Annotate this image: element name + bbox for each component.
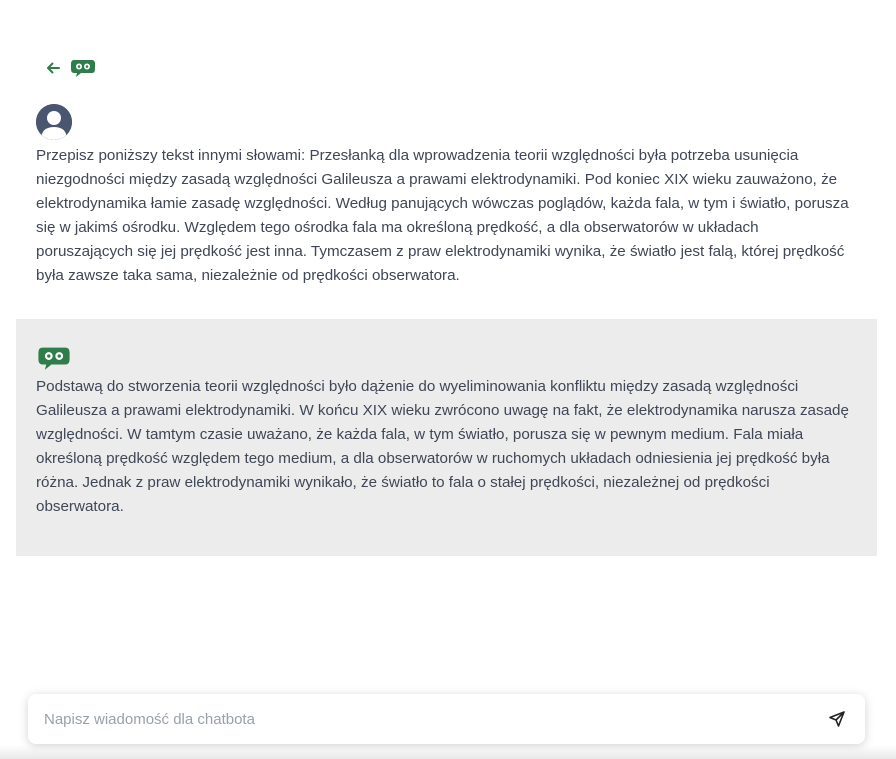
- send-icon: [828, 710, 846, 728]
- user-message-text: Przepisz poniższy tekst innymi słowami: Przesłanką dla wprowadzenia teorii względności była potrzeba usunięcia niezgodności między zasadą względności Galileusza a prawami elektrodynamiki. Pod koniec XIX wieku zauważono, że elektrodynamika łamie zasadę względności. Według panujących wówczas poglądów, każda fala, w tym i światło, porusza się w jakimś ośrodku. Względem tego ośrodka fala ma określoną prędkość, a dla obserwatorów w układach poruszających się jej prędkość jest inna. Tymczasem z praw elektrodynamiki wynika, że światło jest falą, której prędkość była zawsze taka sama, niezależnie od prędkości obserwatora.: [36, 147, 849, 284]
- user-avatar-icon: [36, 104, 72, 140]
- bot-message: [16, 319, 877, 556]
- bot-avatar: [36, 345, 72, 371]
- chatbot-logo[interactable]: [70, 57, 96, 79]
- send-button[interactable]: [815, 697, 859, 741]
- chatbot-bubble-icon: [36, 345, 72, 371]
- top-nav: [42, 57, 96, 79]
- chatbot-bubble-icon: [70, 58, 96, 78]
- message-input[interactable]: [28, 694, 815, 744]
- arrow-left-icon: [45, 60, 61, 76]
- message-composer: [28, 694, 865, 744]
- bottom-edge: [0, 745, 896, 759]
- bot-message-text: Podstawą do stworzenia teorii względności było dążenie do wyeliminowania konfliktu między zasadą względności Galileusza a prawami elektrodynamiki. W końcu XIX wieku zwrócono uwagę na fakt, że elektrodynamika narusza zasadę względności. W tamtym czasie uważano, że każda fala, w tym światło, porusza się w pewnym medium. Fala miała określoną prędkość względem tego medium, a dla obserwatorów w ruchomych układach odniesienia jej prędkość była różna. Jednak z praw elektrodynamiki wynikało, że światło to fala o stałej prędkości, niezależnej od prędkości obserwatora.: [36, 378, 849, 515]
- back-button[interactable]: [42, 57, 64, 79]
- user-message: [36, 104, 856, 288]
- user-avatar: [36, 104, 72, 140]
